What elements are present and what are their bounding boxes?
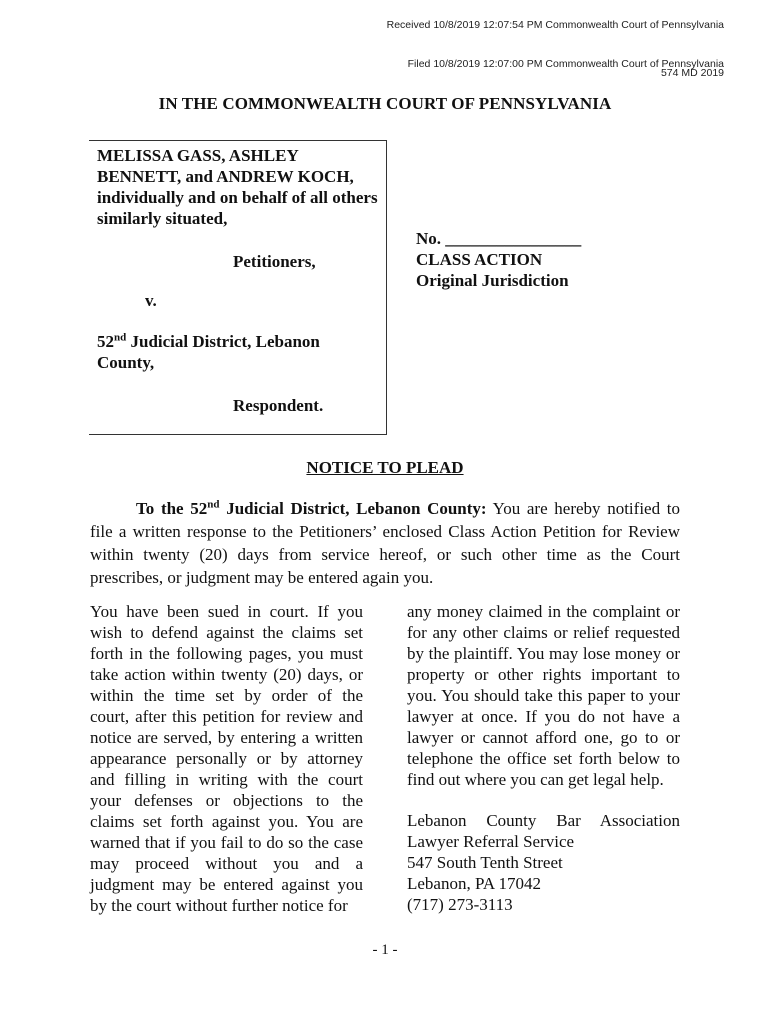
petitioners-label: Petitioners,	[233, 252, 316, 271]
jurisdiction-label: Original Jurisdiction	[416, 271, 569, 290]
received-stamp: Received 10/8/2019 12:07:54 PM Commonwealth Court of Pennsylvania	[386, 19, 724, 31]
case-number-line: No. ________________	[416, 229, 582, 248]
bar-association-name: Lebanon County Bar Association	[407, 811, 680, 830]
referral-service-name: Lawyer Referral Service	[407, 832, 575, 851]
class-action-label: CLASS ACTION	[416, 250, 543, 269]
respondent-name	[97, 331, 377, 373]
court-title: IN THE COMMONWEALTH COURT OF PENNSYLVANIA	[158, 94, 612, 113]
petitioner-names: MELISSA GASS, ASHLEY BENNETT, and ANDREW KOCH, individually and on behalf of all others similarly situated,	[97, 146, 378, 228]
street-address: 547 South Tenth Street	[407, 853, 563, 872]
versus-label: v.	[145, 291, 157, 310]
notice-heading: NOTICE TO PLEAD	[306, 458, 464, 477]
notice-addressee-suffix: nd	[207, 498, 220, 511]
caption-top-rule	[89, 140, 387, 141]
city-state-zip: Lebanon, PA 17042	[407, 874, 541, 893]
filed-stamp: Filed 10/8/2019 12:07:00 PM Commonwealth Court of Pennsylvania	[407, 58, 724, 70]
page-number: - 1 -	[372, 942, 398, 958]
notice-left-column: You have been sued in court. If you wish to defend against the claims set forth in the following pages, you must take action within twenty (20) days, or within the time set by order of the court, after this petition for review and notice are served, by entering a written appearance personally or by attorney and filling in writing with the court your defenses or objections to the claims set forth against you. You are warned that if you fail to do so the case may proceed without you and a judgment may be entered against you by the court without further notice for	[90, 602, 363, 915]
notice-right-column: any money claimed in the complaint or for any other claims or relief requested by the plaintiff. You may lose money or property or other rights important to you. You should take this paper to your lawyer at once. If you do not have a lawyer or cannot afford one, go to or telephone the office set forth below to find out where you can get legal help.	[407, 602, 680, 789]
case-caption-box	[89, 140, 387, 435]
phone-number: (717) 273-3113	[407, 895, 513, 914]
notice-addressee-post: Judicial District, Lebanon County:	[219, 499, 487, 518]
notice-body: You are hereby notified to file a written response to the Petitioners’ enclosed Class Action Petition for Review within twenty (20) days from service hereof, or such other time as the Court prescribes, or judgment may be entered again you.	[90, 499, 680, 587]
respondent-label: Respondent.	[233, 396, 324, 415]
docket-number: 574 MD 2019	[660, 67, 724, 79]
notice-addressee-pre: To the 52	[136, 499, 208, 518]
respondent-name-rest: Judicial District, Lebanon County,	[97, 332, 320, 372]
respondent-ordinal: 52	[97, 332, 114, 351]
notice-paragraph	[90, 497, 680, 589]
respondent-ordinal-suffix: nd	[114, 331, 127, 344]
